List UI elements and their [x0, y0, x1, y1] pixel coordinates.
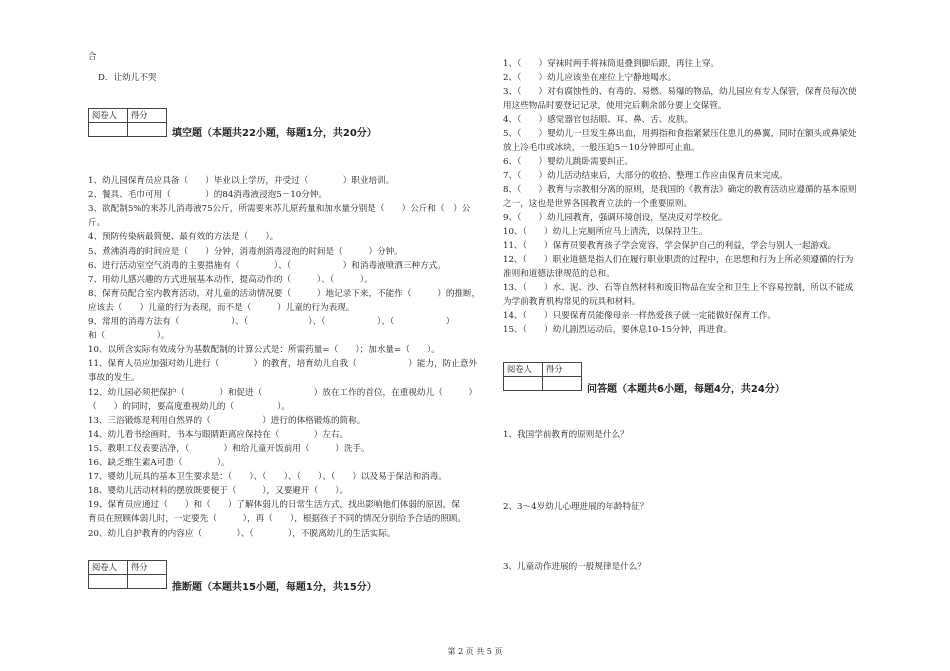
judge-question-line: 3、（ ）对有腐蚀性的、有毒的、易燃、易爆的物品，幼儿园应有专人保管，保育员每次使 [503, 87, 857, 97]
judge-question-line: 11、（ ）保育员要教育孩子学会宽容，学会保护自己的利益，学会与别人一起游戏。 [503, 241, 837, 251]
fill-question-line: 19、保育员应通过（ ）和（ ）了解体弱儿的日常生活方式，找出影响他们体弱的原因，保 [88, 500, 460, 511]
judge-question-line: 4、（ ）感觉器官包括眼、耳、鼻、舌、皮肤。 [503, 115, 694, 125]
grader-label: 阅卷人 [504, 363, 543, 377]
fill-question-line: 1、幼儿园保育员应具备（ ）毕业以上学历，并受过（ ）职业培训。 [88, 176, 395, 186]
score-label: 得分 [128, 561, 167, 575]
qa-question: 2、3～4岁幼儿心理进展的年龄特征？ [503, 502, 649, 512]
score-box [88, 108, 167, 137]
fill-question-line: 事故的发生。 [88, 373, 140, 384]
fill-question-line: 3、欲配制5%的来苏儿消毒液75公斤，所需要来苏儿原药量和加水量分别是（ ）公斤和（ ）公 [88, 204, 471, 215]
score-cell[interactable] [543, 377, 582, 391]
grader-label: 阅卷人 [89, 109, 128, 123]
fill-question-line: 8、保育员配合室内教育活动，对儿童的活动情况要（ ）地记录下来，不能作（ ）的推断， [88, 288, 481, 299]
score-label: 得分 [128, 109, 167, 123]
fill-question-line: 10、以所含实际有效成分为基数配制的计算公式是：所需药量=（ ）；加水量=（ ）。 [88, 345, 440, 356]
score-box [88, 560, 167, 589]
section-title-qa: 问答题（本题共6小题，每题4分，共24分） [587, 384, 785, 395]
score-cell[interactable] [128, 123, 167, 137]
judge-question-line: 5、（ ）婴幼儿一旦发生鼻出血，用拇指和食指紧紧压住患儿的鼻翼，同时在额头或鼻梁处 [503, 129, 857, 139]
fill-question-line: 斤。 [88, 218, 106, 229]
fill-question-line: 14、幼儿看书绘画时，书本与眼睛距离应保持在（ ）左右。 [88, 429, 349, 440]
fill-question-line: 13、三浴锻炼是利用自然界的（ ）进行的体格锻炼的简称。 [88, 415, 366, 426]
score-box [503, 362, 582, 391]
section-title-fill: 填空题（本题共22小题，每题1分，共20分） [172, 128, 377, 139]
judge-question-line: 之一，这也是世界各国教育立法的一个重要原则。 [503, 199, 693, 209]
fill-question-line: 20、幼儿自护教育的内容应（ ）、（ ），不脱离幼儿的生活实际。 [88, 528, 396, 539]
grader-label: 阅卷人 [89, 561, 128, 575]
judge-question-line: 准则和道德法律规范的总和。 [503, 269, 615, 279]
judge-question-line: 10、（ ）幼儿上完厕所应马上清洗，以保持卫生。 [503, 227, 708, 237]
judge-question-line: 1、（ ）穿袜时两手将袜筒退叠到脚后跟，再往上穿。 [503, 59, 720, 69]
judge-question-line: 12、（ ）职业道德是指人们在履行职业职责的过程中，在思想和行为上所必须遵循的行为 [503, 255, 854, 265]
judge-question-line: 13、（ ）水、泥、沙、石等自然材料和废旧物品在安全和卫生上不容易控制，所以不能成 [503, 283, 854, 293]
fill-question-line: 6、进行活动室空气消毒的主要措施有（ ）、（ ）和消毒液喷洒三种方式。 [88, 260, 446, 271]
fill-question-line: （ ）的同时，要高度重视幼儿的（ ）。 [88, 401, 290, 412]
fill-question-line: 育员在照顾体弱儿时，一定要先（ ），再（ ），根据孩子不同的情况分别给予合适的照顾。 [88, 514, 467, 525]
fill-question-line: 12、幼儿园必须把保护（ ）和促进（ ）放在工作的首位，在重视幼儿（ ） [88, 387, 478, 398]
judge-question-line: 6、（ ）婴幼儿跳卧需要纠正。 [503, 157, 634, 167]
judge-question-line: 2、（ ）幼儿应该坐在座位上宁静地喝水。 [503, 73, 677, 83]
option-d: D．让幼儿不哭 [98, 73, 157, 83]
fill-question-line: 和（ ）。 [88, 331, 170, 342]
judge-question-line: 14、（ ）只要保育员能像母亲一样热爱孩子就一定能做好保育工作。 [503, 311, 777, 321]
fill-question-line: 18、婴幼儿活动材料的摆放既要便于（ ），又要避开（ ）。 [88, 486, 349, 497]
fill-question-line: 5、煮沸消毒的时间应是（ ）分钟，消毒剂消毒浸泡的时间是（ ）分钟。 [88, 246, 403, 257]
judge-question-line: 放上冷毛巾或冰块，一般压迫5－10分钟即可止血。 [503, 143, 700, 153]
judge-question-line: 为学前教育机构常见的玩具和材料。 [503, 297, 641, 307]
fill-question-line: 2、餐具、毛巾可用（ ）的84消毒液浸泡5－10分钟。 [88, 190, 328, 201]
fill-question-line: 17、婴幼儿玩具的基本卫生要求是：（ ）、（ ）、（ ）、（ ）以及易于保洁和消毒。 [88, 472, 447, 483]
judge-question-line: 8、（ ）教育与宗教相分离的原则，是我国的《教育法》确定的教育活动应遵循的基本原则 [503, 185, 857, 195]
judge-question-line: 7、（ ）幼儿活动结束后，大部分的收拾、整理工作应由保育员来完成。 [503, 171, 788, 181]
score-label: 得分 [543, 363, 582, 377]
score-cell[interactable] [128, 575, 167, 589]
fill-question-line: 应该去（ ）儿童的行为表现，而不是（ ）儿童的行为表现。 [88, 302, 355, 313]
judge-question-line: 9、（ ）幼儿园教育，强调环境创设，坚决反对学校化。 [503, 213, 728, 223]
fill-question-line: 16、缺乏维生素A可患（ ）。 [88, 458, 230, 468]
section-title-judge: 推断题（本题共15小题，每题1分，共15分） [172, 582, 377, 593]
fill-question-line: 15、教职工仪表要洁净，（ ）和给儿童开饭前用（ ）洗手。 [88, 443, 370, 454]
fill-question-line: 4、预防传染病最简便、最有效的方法是（ ）。 [88, 232, 279, 243]
grader-cell[interactable] [89, 123, 128, 137]
judge-question-line: 用这些物品时要登记记录，使用完后剩余部分要上交保管。 [503, 101, 727, 111]
qa-question: 1、我国学前教育的原则是什么？ [503, 430, 629, 440]
fill-question-line: 9、常用的消毒方法有（ ）、（ ）、（ ）、（ ） [88, 317, 455, 327]
grader-cell[interactable] [89, 575, 128, 589]
page-footer: 第 2 页 共 5 页 [447, 647, 503, 656]
continued-text: 合 [88, 52, 97, 62]
judge-question-line: 15、（ ）幼儿剧烈运动后，要休息10-15分钟，再进食。 [503, 325, 733, 335]
qa-question: 3、儿童动作进展的一般规律是什么？ [503, 562, 646, 572]
fill-question-line: 11、保育人员应加强对幼儿进行（ ）的教育，培育幼儿自我（ ）能力，防止意外 [88, 359, 478, 370]
fill-question-line: 7、用幼儿感兴趣的方式进展基本动作，提高动作的（ ）、（ ）。 [88, 274, 373, 285]
grader-cell[interactable] [504, 377, 543, 391]
